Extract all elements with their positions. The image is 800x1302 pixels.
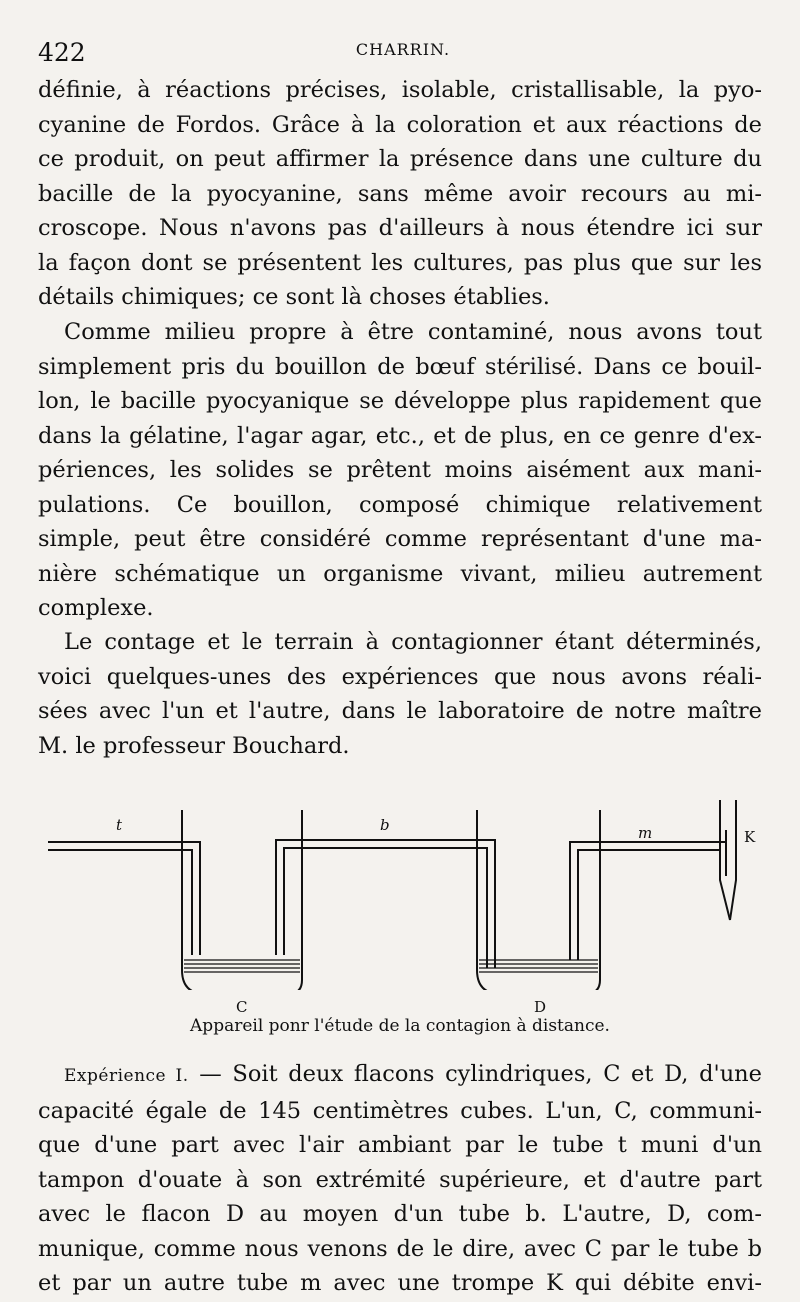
label-c: C: [236, 998, 248, 1016]
text-line: et par un autre tube m avec une trompe K qui débite envi-: [38, 1270, 762, 1296]
text-line: que d'une part avec l'air ambiant par le tube t muni d'un: [38, 1132, 762, 1158]
label-m: m: [638, 824, 653, 842]
text-line: capacité égale de 145 centimètres cubes. L'un, C, communi-: [38, 1097, 762, 1124]
text-line: la façon dont se présentent les cultures, pas plus que sur les: [38, 249, 762, 276]
apparatus-figure: [40, 770, 770, 1016]
text-line: ce produit, on peut affirmer la présence dans une culture du: [38, 146, 762, 172]
page-header: [38, 34, 768, 74]
text-line: Le contage et le terrain à contagionner étant déterminés,: [64, 629, 762, 655]
text-line: bacille de la pyocyanine, sans même avoir recours au mi-: [38, 180, 762, 207]
text-line: simplement pris du bouillon de bœuf stérilisé. Dans ce bouil-: [38, 353, 762, 380]
paragraph-2: [38, 315, 762, 626]
text-line: munique, comme nous venons de le dire, avec C par le tube b: [38, 1235, 762, 1262]
text-line: M. le professeur Bouchard.: [38, 732, 350, 759]
text-line: périences, les solides se prêtent moins aisément aux mani-: [38, 457, 762, 483]
text-fragment: — Soit deux flacons cylindriques, C et D, d'une: [188, 1061, 762, 1087]
text-line: sées avec l'un et l'autre, dans le laboratoire de notre maître: [38, 698, 762, 724]
text-line: détails chimiques; ce sont là choses établies.: [38, 284, 550, 310]
paragraph-3: [38, 625, 762, 763]
figure-caption: Appareil ponr l'étude de la contagion à distance.: [190, 1016, 610, 1036]
text-line: croscope. Nous n'avons pas d'ailleurs à nous étendre ici sur: [38, 215, 762, 241]
text-line: Comme milieu propre à être contaminé, nous avons tout: [64, 319, 762, 345]
text-line: avec le flacon D au moyen d'un tube b. L'autre, D, com-: [38, 1201, 762, 1227]
paragraph-4: [38, 1057, 762, 1301]
text-line: [38, 1057, 762, 1094]
tube-b: [276, 840, 495, 968]
tube-m: [570, 842, 726, 960]
tube-t: [48, 842, 200, 955]
label-k: K: [744, 828, 756, 846]
text-line: voici quelques-unes des expériences que nous avons réali-: [38, 663, 762, 690]
apparatus-diagram: [40, 770, 770, 990]
page-number: 422: [38, 38, 86, 67]
label-b: b: [380, 816, 390, 834]
running-title: CHARRIN.: [355, 40, 451, 59]
text-line: complexe.: [38, 595, 154, 621]
label-d: D: [534, 998, 547, 1016]
text-line: lon, le bacille pyocyanique se développe plus rapidement que: [38, 388, 762, 414]
text-line: cyanine de Fordos. Grâce à la coloration et aux réactions de: [38, 111, 762, 138]
text-line: simple, peut être considéré comme représentant d'une ma-: [38, 526, 762, 552]
text-line: tampon d'ouate à son extrémité supérieure, et d'autre part: [38, 1166, 762, 1193]
text-line: pulations. Ce bouillon, composé chimique relativement: [38, 491, 762, 518]
paragraph-1: [38, 73, 762, 315]
text-line: nière schématique un organisme vivant, milieu autrement: [38, 560, 762, 587]
text-line: dans la gélatine, l'agar agar, etc., et de plus, en ce genre d'ex-: [38, 422, 762, 449]
experiment-heading: Expérience I.: [64, 1066, 189, 1086]
text-line: définie, à réactions précises, isolable, cristallisable, la pyo-: [38, 77, 762, 103]
label-t: t: [116, 816, 123, 834]
